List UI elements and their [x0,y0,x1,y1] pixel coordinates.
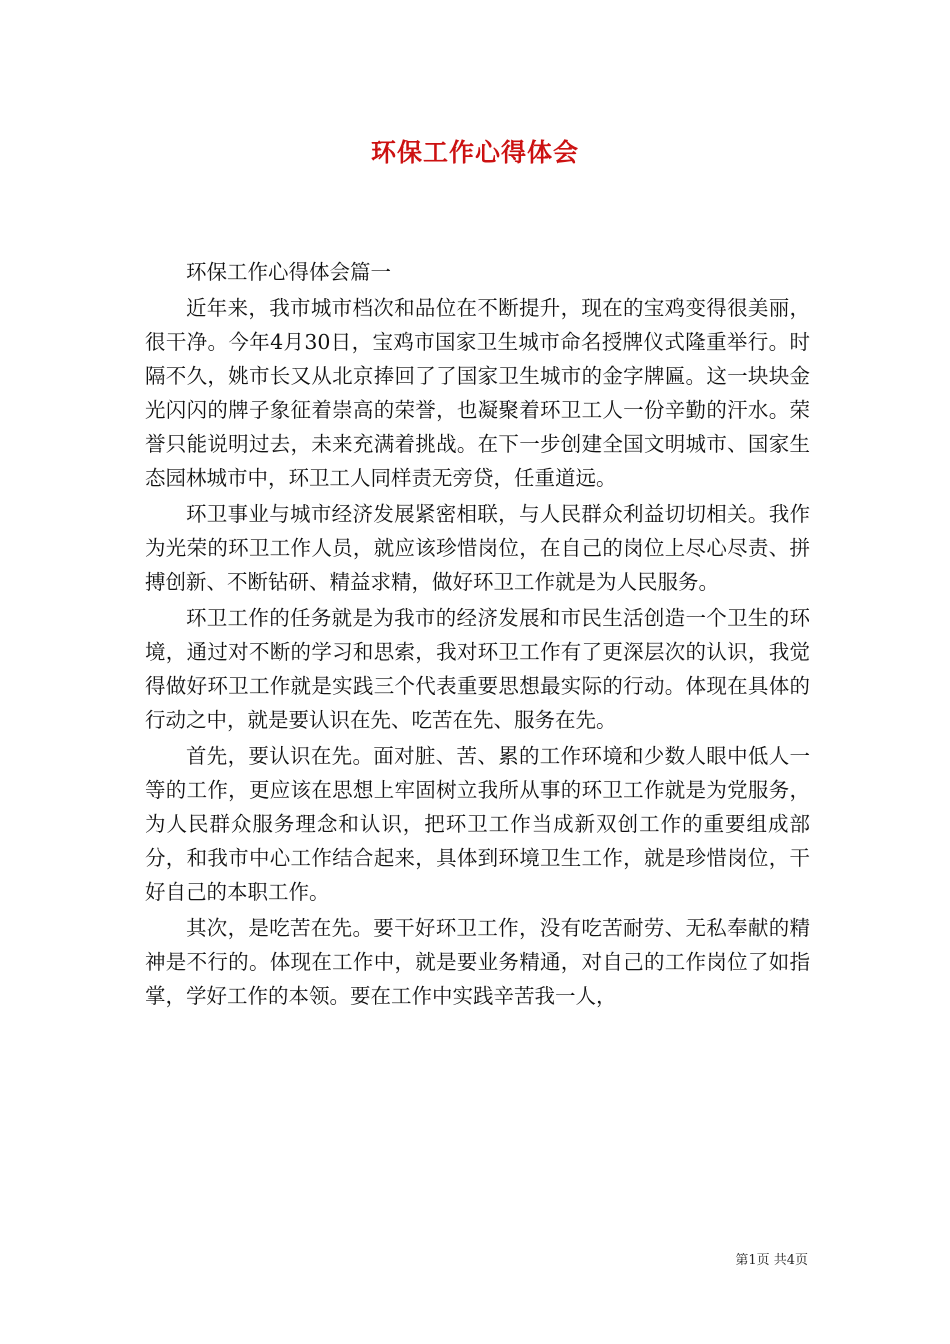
paragraph-1: 近年来，我市城市档次和品位在不断提升，现在的宝鸡变得很美丽，很干净。今年4月30日，宝鸡市国家卫生城市命名授牌仪式隆重举行。时隔不久，姚市长又从北京捧回了了国家卫生城市的金字牌匾。这一块块金光闪闪的牌子象征着崇高的荣誉，也凝聚着环卫工人一份辛勤的汗水。荣誉只能说明过去，未来充满着挑战。在下一步创建全国文明城市、国家生态园林城市中，环卫工人同样责无旁贷，任重道远。 [145,296,810,490]
page-title: 环保工作心得体会 [370,138,579,167]
paragraph-5: 其次，是吃苦在先。要干好环卫工作，没有吃苦耐劳、无私奉献的精神是不行的。体现在工作中，就是要业务精通，对自己的工作岗位了如指掌，学好工作的本领。要在工作中实践辛苦我一人， [145,916,810,1008]
paragraph-3: 环卫工作的任务就是为我市的经济发展和市民生活创造一个卫生的环境，通过对不断的学习和思索，我对环卫工作有了更深层次的认识，我觉得做好环卫工作就是实践三个代表重要思想最实际的行动。体现在具体的行动之中，就是要认识在先、吃苦在先、服务在先。 [145,606,810,732]
paragraph-4: 首先，要认识在先。面对脏、苦、累的工作环境和少数人眼中低人一等的工作，更应该在思想上牢固树立我所从事的环卫工作就是为党服务，为人民群众服务理念和认识，把环卫工作当成新双创工作的重要组成部分，和我市中心工作结合起来，具体到环境卫生工作，就是珍惜岗位，干好自己的本职工作。 [145,744,810,904]
paragraph-2: 环卫事业与城市经济发展紧密相联，与人民群众利益切切相关。我作为光荣的环卫工作人员，就应该珍惜岗位，在自己的岗位上尽心尽责、拼搏创新、不断钻研、精益求精，做好环卫工作就是为人民服务。 [145,502,810,594]
document-body [145,255,810,1015]
section-heading: 环保工作心得体会篇一 [186,260,391,284]
page-number-footer: 第1页 共4页 [735,1253,808,1268]
